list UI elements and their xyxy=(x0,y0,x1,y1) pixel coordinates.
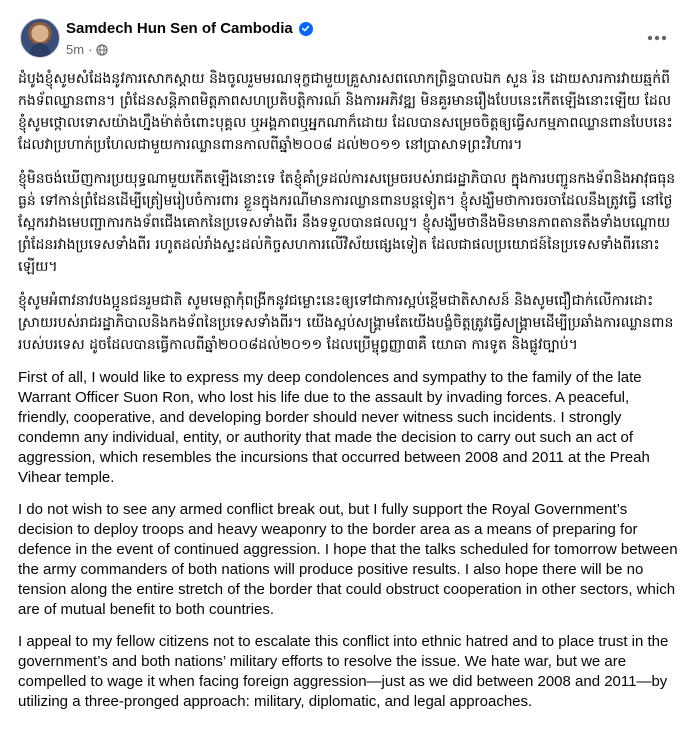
author-name-row xyxy=(66,20,313,37)
post-paragraph-english: First of all, I would like to express my deep condolences and sympathy to the family of the late Warrant Officer Suon Ron, who lost his life due to the assault by invading forces. A peaceful, friendly, cooperative, and developing border should never witness such incidents. I strongly condemn any individual, entity, or authority that made the decision to carry out such an act of aggression, which resembles the incursions that occurred between 2008 and 2011 at the Preah Vihear temple. xyxy=(18,369,650,486)
post-paragraph-khmer: ខ្ញុំមិនចង់ឃើញការប្រយុទ្ធណាមួយកើតឡើងនោះទេ តែខ្ញុំគាំទ្រដល់ការសម្រេចរបស់រាជរដ្ឋាភិបាល ក្នុងការបញ្ជូនកងទ័ពនិងអាវុធធុនធ្ងន់ ទៅកាន់ព្រំដែនដើម្បីត្រៀមរៀបចំការពារ ខ្លួនក្នុងករណីមានការឈ្លានពានបន្តទៀត។ ខ្ញុំសង្ឃឹមថាការចរចាដែលនឹងត្រូវធ្វើ នៅថ្ងៃស្អែករវាងមេបញ្ជាការកងទ័ពជើងគោកនៃប្រទេសទាំងពីរ នឹងទទួលបានផលល្អ។ ខ្ញុំសង្ឃឹមថានឹងមិនមានភាពតានតឹងទាំងបណ្ដោយព្រំដែនរវាងប្រទេសទាំងពីរ រហូតដល់រាំងស្ទះដល់កិច្ចសហការលើវិស័យផ្សេងទៀត ដែលជាផលប្រយោជន៍នៃប្រទេសទាំងពីរនោះឡើយ។ xyxy=(18,171,676,275)
post-meta xyxy=(66,42,108,57)
globe-icon[interactable] xyxy=(96,44,108,56)
post-body xyxy=(18,68,679,724)
post-paragraph-khmer: ខ្ញុំសូមអំពាវនាវបងប្អូនជនរួមជាតិ សូមមេត្តាកុំពង្រីកនូវជម្លោះនេះឲ្យទៅជាការស្អប់ខ្ពើមជាតិសាសន៍ និងសូមជឿជាក់លើការដោះស្រាយរបស់រាជរដ្ឋាភិបាលនិងកងទ័ពនៃប្រទេសទាំងពីរ។ យើងស្អប់សង្គ្រាមតែយើងបង្ខំចិត្តត្រូវធ្វើសង្គ្រាមដើម្បីប្រឆាំងការឈ្លានពានរបស់បរទេស ដូចដែលបានធ្វើកាលពីឆ្នាំ២០០៨ដល់២០១១ ដែលប្រើម្ចុព្វញ្ញា៣គឺ យោធា ការទូត និងផ្លូវច្បាប់។ xyxy=(18,293,674,353)
author-avatar[interactable] xyxy=(20,18,60,58)
verified-badge-icon xyxy=(299,22,313,36)
post-header xyxy=(16,12,679,64)
meta-separator: · xyxy=(88,42,93,57)
post-paragraph-english: I do not wish to see any armed conflict break out, but I fully support the Royal Government’s decision to deploy troops and heavy weaponry to the border area as a means of preparing for defence in the event of continued aggression. I hope that the talks scheduled for tomorrow between the army commanders of both nations will produce positive results. I also hope there will be no tension along the entire stretch of the border that could obstruct cooperation in other sectors, which are of mutual benefit to both countries. xyxy=(18,501,678,618)
more-options-icon[interactable] xyxy=(643,26,671,50)
post-paragraph-khmer: ដំបូងខ្ញុំសូមសំដែងនូវការសោកស្ដាយ និងចូលរួមមរណទុក្ខជាមួយគ្រួសារសពលោកព្រិន្ទបាលឯក សួន រ៉ន ដោយសារការវាយឆ្មក់ពីកងទ័ពឈ្លានពាន។ ព្រំដែនសន្តិភាពមិត្តភាពសហប្រតិបត្តិការណ៍ និងការអភិវឌ្ឍ មិនគួរមានរឿងបែបនេះកើតឡើងនោះឡើយ ដែលខ្ញុំសូមថ្កោលទោសយ៉ាងហ្នឹងម៉ាត់ចំពោះបុគ្គល ឬអង្គភាពឬអ្នកណាក៏ដោយ ដែលបានសម្រេចចិត្តឲ្យធ្វើសកម្មភាពឈ្លានពានបែបនេះ ដែលវាប្រហាក់ប្រហែលជាមួយការឈ្លានពានកាលពីឆ្នាំ២០០៨ ដល់២០១១ នៅប្រាសាទព្រះវិហារ។ xyxy=(18,71,673,153)
post-paragraph-english: I appeal to my fellow citizens not to escalate this conflict into ethnic hatred and to place trust in the government’s and both nations’ military efforts to resolve the issue. We hate war, but we are compelled to wage it when facing foreign aggression—just as we did between 2008 and 2011—by utilizing a three-pronged approach: military, diplomatic, and legal approaches. xyxy=(18,633,669,710)
author-name[interactable]: Samdech Hun Sen of Cambodia xyxy=(66,20,293,37)
post-timestamp[interactable]: 5m xyxy=(66,42,85,57)
